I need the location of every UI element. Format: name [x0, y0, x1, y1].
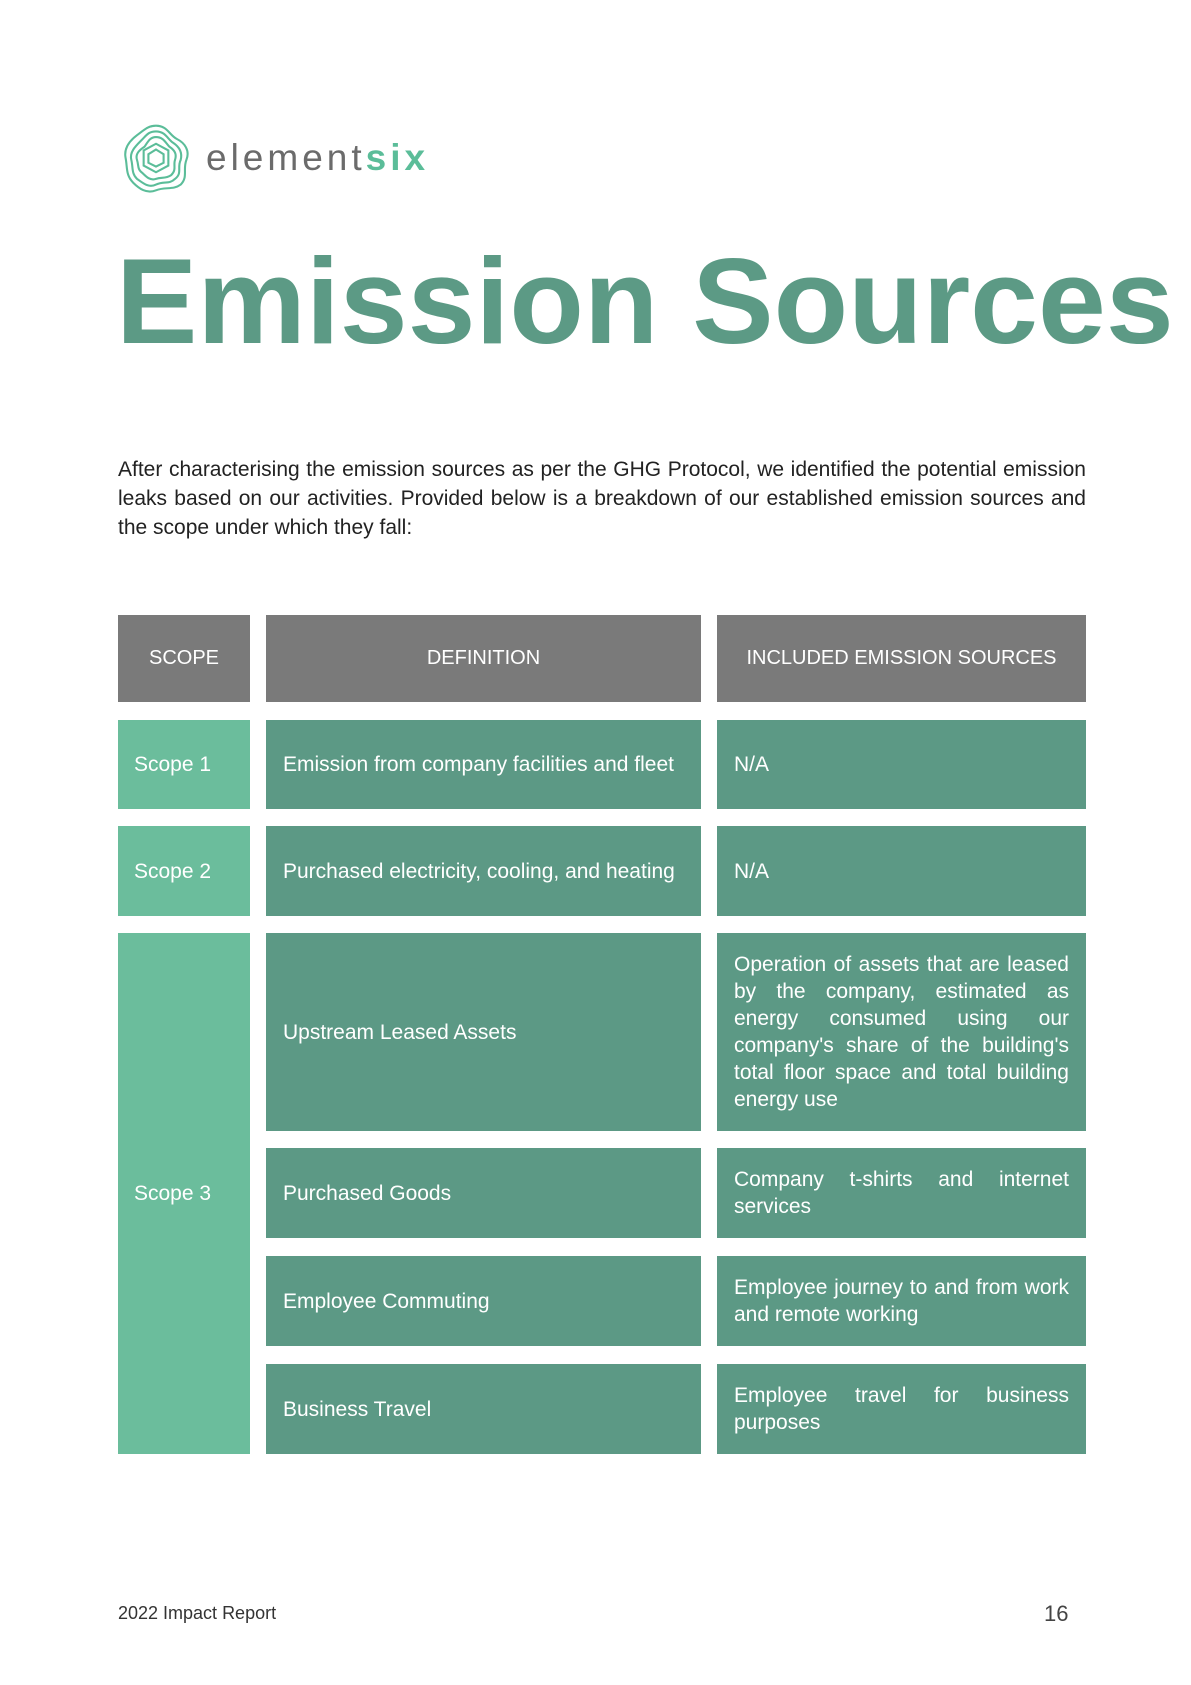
scope3-sources-commuting-text: Employee journey to and from work and remote working — [734, 1276, 1069, 1326]
brand-logo — [118, 118, 429, 198]
scope3-sources-leased-assets-text: Operation of assets that are leased by the company, estimated as energy consumed using our company's share of the building's total floor space and total building energy use — [734, 953, 1069, 1111]
scope3-definition-business-travel: Business Travel — [266, 1364, 701, 1454]
brand-wordmark — [206, 137, 429, 179]
scope2-sources-text: N/A — [734, 859, 770, 883]
intro-paragraph: After characterising the emission sources as per the GHG Protocol, we identified the potential emission leaks based on our activities. Provided below is a breakdown of our established emission sources and the scope under which they fall: — [118, 458, 1086, 539]
footer-report-name: 2022 Impact Report — [118, 1603, 277, 1623]
scope3-definition-leased-assets: Upstream Leased Assets — [266, 933, 701, 1131]
header-sources: INCLUDED EMISSION SOURCES — [717, 615, 1086, 702]
page-number: 16 — [1044, 1601, 1069, 1626]
scope2-definition: Purchased electricity, cooling, and heating — [266, 826, 701, 916]
scope3-sources-business-travel — [717, 1364, 1086, 1454]
brand-suffix: six — [365, 137, 430, 178]
scope3-definition-commuting: Employee Commuting — [266, 1256, 701, 1346]
scope1-definition: Emission from company facilities and fleet — [266, 720, 701, 809]
brand-prefix: element — [206, 137, 366, 178]
scope1-label: Scope 1 — [118, 720, 250, 809]
scope3-definition-purchased-goods: Purchased Goods — [266, 1148, 701, 1238]
scope3-sources-purchased-goods — [717, 1148, 1086, 1238]
scope3-sources-commuting — [717, 1256, 1086, 1346]
elementsix-logo-icon — [118, 120, 194, 196]
scope3-sources-purchased-goods-text: Company t-shirts and internet services — [734, 1168, 1069, 1218]
scope1-sources-text: N/A — [734, 753, 770, 776]
scope2-sources — [717, 826, 1086, 916]
scope3-sources-leased-assets — [717, 933, 1086, 1131]
scope3-sources-business-travel-text: Employee travel for business purposes — [734, 1384, 1069, 1434]
header-definition: DEFINITION — [266, 615, 701, 702]
scope2-label: Scope 2 — [118, 826, 250, 916]
header-scope: SCOPE — [118, 615, 250, 702]
scope3-label: Scope 3 — [118, 933, 250, 1454]
scope1-sources — [717, 720, 1086, 809]
page-title: Emission Sources — [116, 233, 1174, 369]
